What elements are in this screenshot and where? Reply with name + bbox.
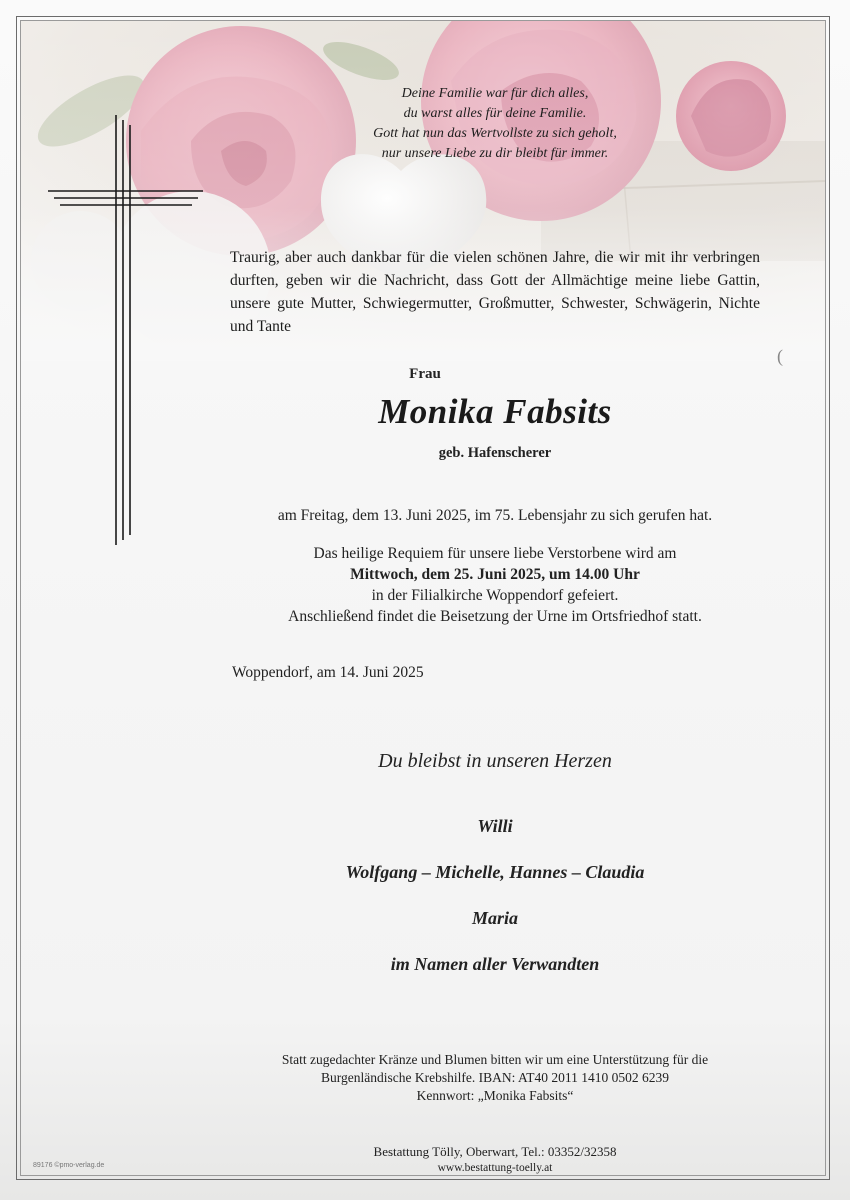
stray-mark: ( — [777, 346, 783, 366]
family-member: Willi — [477, 816, 513, 836]
place-date: Woppendorf, am 14. Juni 2025 — [232, 664, 424, 681]
family-member: im Namen aller Verwandten — [390, 954, 600, 974]
poem-line: Deine Familie war für dich alles, — [401, 86, 589, 101]
donation-line: Burgenländische Krebshilfe. IBAN: AT40 2011 1410 0502 6239 — [321, 1070, 669, 1085]
undertaker-info — [0, 1143, 850, 1177]
intro-paragraph: Traurig, aber auch dankbar für die vielen schönen Jahre, die wir mit ihr verbringen durften, geben wir die Nachricht, dass Gott der Allmächtige meine liebe Gattin, unsere gute Mutter, Schwiegermutter, Großmutter, Schwester, Schwägerin, Nichte und Tante — [230, 249, 760, 335]
deceased-name: Monika Fabsits — [378, 392, 612, 431]
requiem-line: in der Filialkirche Woppendorf gefeiert. — [371, 587, 619, 604]
requiem-line: Anschließend findet die Beisetzung der Urne im Ortsfriedhof statt. — [288, 608, 702, 625]
family-member: Wolfgang – Michelle, Hannes – Claudia — [345, 862, 645, 882]
donation-line: Statt zugedachter Kränze und Blumen bitten wir um eine Unterstützung für die — [281, 1052, 709, 1067]
undertaker-website: www.bestattung-toelly.at — [437, 1162, 553, 1174]
donation-note — [0, 1051, 850, 1105]
salutation: Frau — [409, 366, 441, 382]
family-list — [0, 815, 850, 999]
poem-line: nur unsere Liebe zu dir bleibt für immer. — [381, 146, 609, 161]
printer-mark: 89176 ©pmo-verlag.de — [33, 1162, 105, 1169]
requiem-line: Das heilige Requiem für unsere liebe Verstorbene wird am — [313, 545, 677, 562]
death-notice-line: am Freitag, dem 13. Juni 2025, im 75. Lebensjahr zu sich gerufen hat. — [277, 507, 713, 524]
requiem-date: Mittwoch, dem 25. Juni 2025, um 14.00 Uhr — [350, 566, 640, 583]
family-member: Maria — [471, 908, 518, 928]
undertaker-name: Bestattung Tölly, Oberwart, Tel.: 03352/32358 — [373, 1144, 617, 1159]
poem — [310, 84, 680, 164]
birth-name: geb. Hafenscherer — [438, 445, 552, 461]
donation-line: Kennwort: „Monika Fabsits“ — [416, 1088, 574, 1103]
requiem-info — [0, 543, 850, 627]
heart-line: Du bleibst in unseren Herzen — [378, 750, 612, 772]
poem-line: Gott hat nun das Wertvollste zu sich geholt, — [373, 126, 617, 141]
poem-line: du warst alles für deine Familie. — [403, 106, 587, 121]
